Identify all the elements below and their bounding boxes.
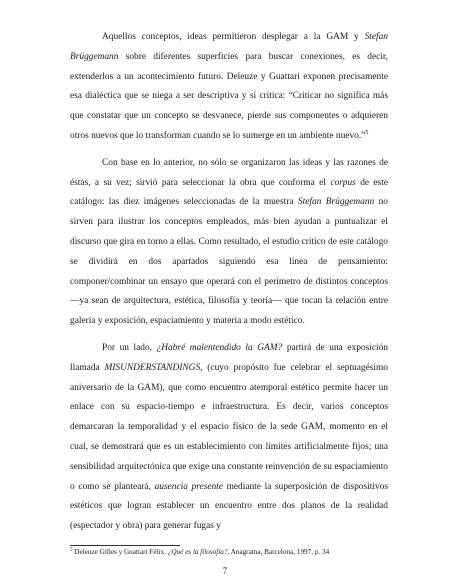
- text-run: partirá de una exposición llamada: [70, 342, 388, 373]
- italic-text: Stefan Brüggemann: [70, 32, 388, 62]
- text-run: Aquellos conceptos, ideas permitieron desplegar a la GAM y: [102, 32, 365, 42]
- text-run: no sirven para ilustrar los conceptos empleados, más bien ayudan a puntualizar el discurso que gira en torno a ellas. Como resultado, el estudio crítico de este catálogo se dividirá en dos apartados siguiendo esa línea de pensamiento: componer/combinar un ensayo que operará con el perímetro de distintos conceptos —ya sean de arquitectura, estética, filosofía y teoría— que tocan la relación entre galería y exposición, espaciamiento y materia a modo estético.: [70, 197, 388, 327]
- footnote-authors: Deleuze Gilles y Guattari Félix.: [72, 548, 168, 556]
- body-text: [70, 28, 388, 544]
- paragraph: [70, 154, 388, 332]
- italic-text: ausencia presente: [154, 481, 223, 492]
- text-run: Por un lado,: [102, 342, 157, 353]
- text-run: de este catálogo: las diez imágenes seleccionadas de la muestra: [70, 177, 388, 208]
- footnote-divider: [70, 545, 180, 546]
- page-number: 7: [222, 567, 228, 577]
- italic-text: ¿Habré malentendido la GAM?: [156, 342, 283, 353]
- text-run: mediante la superposición de dispositivos estéticos que logran establecer un encuentro entre dos planos de la realidad (espectador y obra) para generar fugas y: [70, 481, 388, 532]
- footnote-reference: 5: [365, 129, 369, 136]
- italic-text: MISUNDERSTANDINGS,: [104, 362, 203, 373]
- footnote: [70, 548, 388, 557]
- footnote-publication: , Anagrama, Barcelona, 1997, p. 34: [227, 548, 330, 556]
- paragraph: [70, 339, 388, 537]
- footnote-title: ¿Qué es la filosofía?: [167, 548, 228, 556]
- italic-text: Stefan Brüggemann: [297, 197, 375, 208]
- italic-text: corpus: [330, 177, 356, 188]
- footnote-marker: 5: [70, 547, 73, 553]
- text-run: Con base en lo anterior, no sólo se organizaron las ideas y las razones de éstas, a su vez; sirvió para seleccionar la obra que conforma el: [70, 157, 388, 188]
- text-run: sobre diferentes superficies para buscar conexiones, es decir, extenderlos a un acontecimiento futuro. Deleuze y Guattari exponen precisamente esa dialéctica que se niega a ser descriptiva y sí crítica: “Criticar no significa más que constatar que un concepto se desvanece, pierde sus componentes o adquieren otros nuevos que lo transforman cuando se lo sumerge en un ambiente nuevo.”: [70, 51, 388, 141]
- text-run: (cuyo propósito fue celebrar el septuagésimo aniversario de la GAM), que como encuentro atemporal estético permite hacer un enlace con su espacio-tiempo e infraestructura. Es decir, varios conceptos demarcaran la temporalidad y el espacio físico de la sede GAM, momento en el cual, se demostrará que es un establecimiento con límites artificialmente fijos; una sensibilidad arquitectónica que exige una constante reinvención de su espaciamiento o como se planteará,: [70, 362, 388, 492]
- paragraph: [70, 28, 388, 147]
